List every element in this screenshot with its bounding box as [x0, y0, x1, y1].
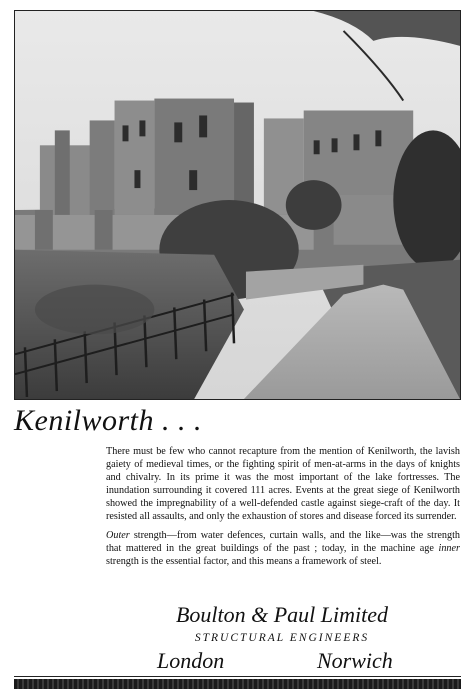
- company-name: Boulton & Paul Limited: [175, 602, 389, 627]
- castle-ruins-image: [15, 11, 460, 399]
- paragraph-history: There must be few who cannot recapture from the mention of Kenilworth, the lavish gaiety of medieval times, or the fighting spirit of men-at-arms in the days of knights and chivalry. In its prime it was the most important of the lake fortresses. The inundation surrounding it covered 111 acres. Events at the great siege of Kenilworth showed the impregnability of a well-defended castle against siege-craft of the day. It resisted all assaults, and only the exhaustion of stores and disease forced its surrender.: [106, 446, 460, 523]
- footer-rule-thin: [14, 676, 461, 677]
- advert-body: [106, 445, 460, 573]
- company-subtitle: STRUCTURAL ENGINEERS: [194, 632, 370, 644]
- emphasis-outer: Outer: [106, 529, 130, 541]
- city-norwich: Norwich: [317, 648, 393, 673]
- headline: Kenilworth . . .: [14, 404, 203, 437]
- footer-rule-thick: [14, 679, 461, 689]
- paragraph-steel-end: strength is the essential factor, and this means a framework of steel.: [106, 555, 382, 567]
- city-london: London: [157, 648, 225, 673]
- paragraph-steel: [106, 529, 460, 568]
- emphasis-inner: inner: [438, 542, 460, 554]
- castle-photograph: [14, 10, 461, 400]
- paragraph-steel-mid: strength—from water defences, curtain walls, and the like—was the strength that mattered in the great buildings of the past ; today, in the machine age: [106, 529, 460, 554]
